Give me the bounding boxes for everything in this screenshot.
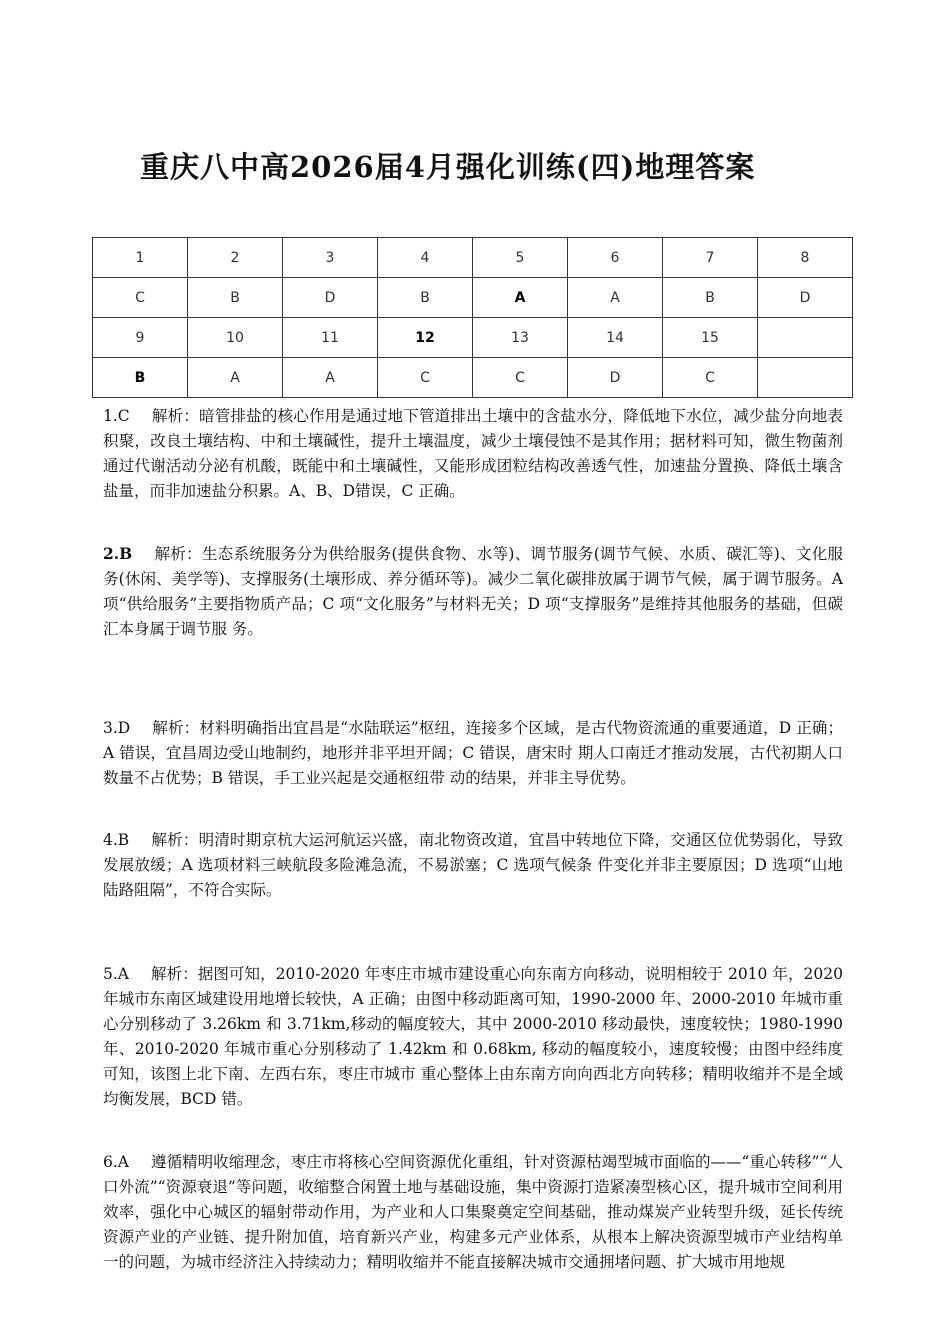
- table-cell: 10: [188, 318, 283, 358]
- table-cell: C: [663, 358, 758, 398]
- table-cell: A: [188, 358, 283, 398]
- explanation-text: 解析：明清时期京杭大运河航运兴盛，南北物资改道，宜昌中转地位下降，交通区位优势弱化，导致发展放缓；A 选项材料三峡航段多险滩急流，不易淤塞；C 选项气候条 件变化并非主要原因；D 选项“山地陆路阻隔”，不符合实际。: [103, 831, 843, 899]
- answer-number: 5.A: [103, 965, 129, 983]
- explanation-4: [103, 828, 843, 903]
- table-cell: B: [93, 358, 188, 398]
- explanation-text: 解析：暗管排盐的核心作用是通过地下管道排出土壤中的含盐水分，降低地下水位，减少盐分向地表积聚，改良土壤结构、中和土壤碱性，提升土壤温度，减少土壤侵蚀不是其作用；据材料可知，微生物菌剂通过代谢活动分泌有机酸，既能中和土壤碱性，又能形成团粒结构改善透气性，加速盐分置换、降低土壤含盐量，而非加速盐分积累。A、B、D错误，C 正确。: [103, 407, 843, 500]
- table-cell: 15: [663, 318, 758, 358]
- table-cell: 13: [473, 318, 568, 358]
- table-row: [93, 238, 853, 278]
- table-cell: [758, 358, 853, 398]
- table-cell: 14: [568, 318, 663, 358]
- table-cell: C: [93, 278, 188, 318]
- explanation-2: [103, 541, 843, 642]
- table-cell: 4: [378, 238, 473, 278]
- table-cell: C: [473, 358, 568, 398]
- explanation-text: 解析：材料明确指出宜昌是“水陆联运”枢纽，连接多个区域，是古代物资流通的重要通道，D 正确；A 错误，宜昌周边受山地制约，地形并非平坦开阔；C 错误，唐宋时 期人口南迁才推动发展，古代初期人口数量不占优势；B 错误，手工业兴起是交通枢纽带 动的结果，并非主导优势。: [103, 719, 843, 787]
- explanation-text: 解析：生态系统服务分为供给服务(提供食物、水等)、调节服务(调节气候、水质、碳汇等)、文化服务(休闲、美学等)、支撑服务(土壤形成、养分循环等)。减少二氧化碳排放属于调节气候，属于调节服务。A 项“供给服务”主要指物质产品；C 项“文化服务”与材料无关；D 项“支撑服务”是维持其他服务的基础，但碳汇本身属于调节服 务。: [103, 545, 843, 638]
- explanation-3: [103, 716, 843, 791]
- table-cell: A: [283, 358, 378, 398]
- table-cell: A: [473, 278, 568, 318]
- explanation-text: 遵循精明收缩理念，枣庄市将核心空间资源优化重组，针对资源枯竭型城市面临的——“重心转移”“人口外流”“资源衰退”等问题，收缩整合闲置土地与基础设施，集中资源打造紧凑型核心区，提升城市空间利用效率，强化中心城区的辐射带动作用，为产业和人口集聚奠定空间基础，推动煤炭产业转型升级，延长传统资源产业的产业链、提升附加值，培育新兴产业，构建多元产业体系，从根本上解决资源型城市产业结构单一的问题，为城市经济注入持续动力；精明收缩并不能直接解决城市交通拥堵问题、扩大城市用地规: [103, 1153, 843, 1271]
- table-cell: 1: [93, 238, 188, 278]
- answer-number: 3.D: [103, 719, 131, 737]
- table-cell: 3: [283, 238, 378, 278]
- explanation-6: [103, 1150, 843, 1275]
- table-cell: 5: [473, 238, 568, 278]
- table-cell: D: [758, 278, 853, 318]
- table-cell: D: [283, 278, 378, 318]
- table-cell: 7: [663, 238, 758, 278]
- table-row: [93, 278, 853, 318]
- table-cell: 11: [283, 318, 378, 358]
- table-row: [93, 358, 853, 398]
- answer-table: [92, 237, 853, 398]
- explanation-1: [103, 404, 843, 504]
- answer-number: 1.C: [103, 407, 130, 425]
- table-cell: 12: [378, 318, 473, 358]
- explanation-text: 解析：据图可知，2010-2020 年枣庄市城市建设重心向东南方向移动，说明相较于 2010 年，2020 年城市东南区域建设用地增长较快，A 正确；由图中移动距离可知，1990-2000 年、2000-2010 年城市重心分别移动了 3.26km 和 3.71km,移动的幅度较大，其中 2000-2010 移动最快，速度较快；1980-1990 年、2010-2020 年城市重心分别移动了 1.42km 和 0.68km, 移动的幅度较小，速度较慢；由图中经纬度可知，该图上北下南、左西右东，枣庄市城市 重心整体上由东南方向向西北方向转移；精明收缩并不是全域均衡发展，BCD 错。: [103, 965, 843, 1108]
- table-cell: D: [568, 358, 663, 398]
- table-cell: B: [378, 278, 473, 318]
- answer-number: 6.A: [103, 1153, 129, 1171]
- table-row: [93, 318, 853, 358]
- explanation-5: [103, 962, 843, 1112]
- document-title: 重庆八中高2026届4月强化训练(四)地理答案: [140, 150, 756, 184]
- table-cell: 6: [568, 238, 663, 278]
- answer-number: 4.B: [103, 831, 130, 849]
- table-cell: A: [568, 278, 663, 318]
- answer-number: 2.B: [103, 544, 133, 563]
- table-cell: B: [663, 278, 758, 318]
- table-cell: [758, 318, 853, 358]
- table-cell: C: [378, 358, 473, 398]
- table-cell: B: [188, 278, 283, 318]
- table-cell: 2: [188, 238, 283, 278]
- table-cell: 9: [93, 318, 188, 358]
- table-cell: 8: [758, 238, 853, 278]
